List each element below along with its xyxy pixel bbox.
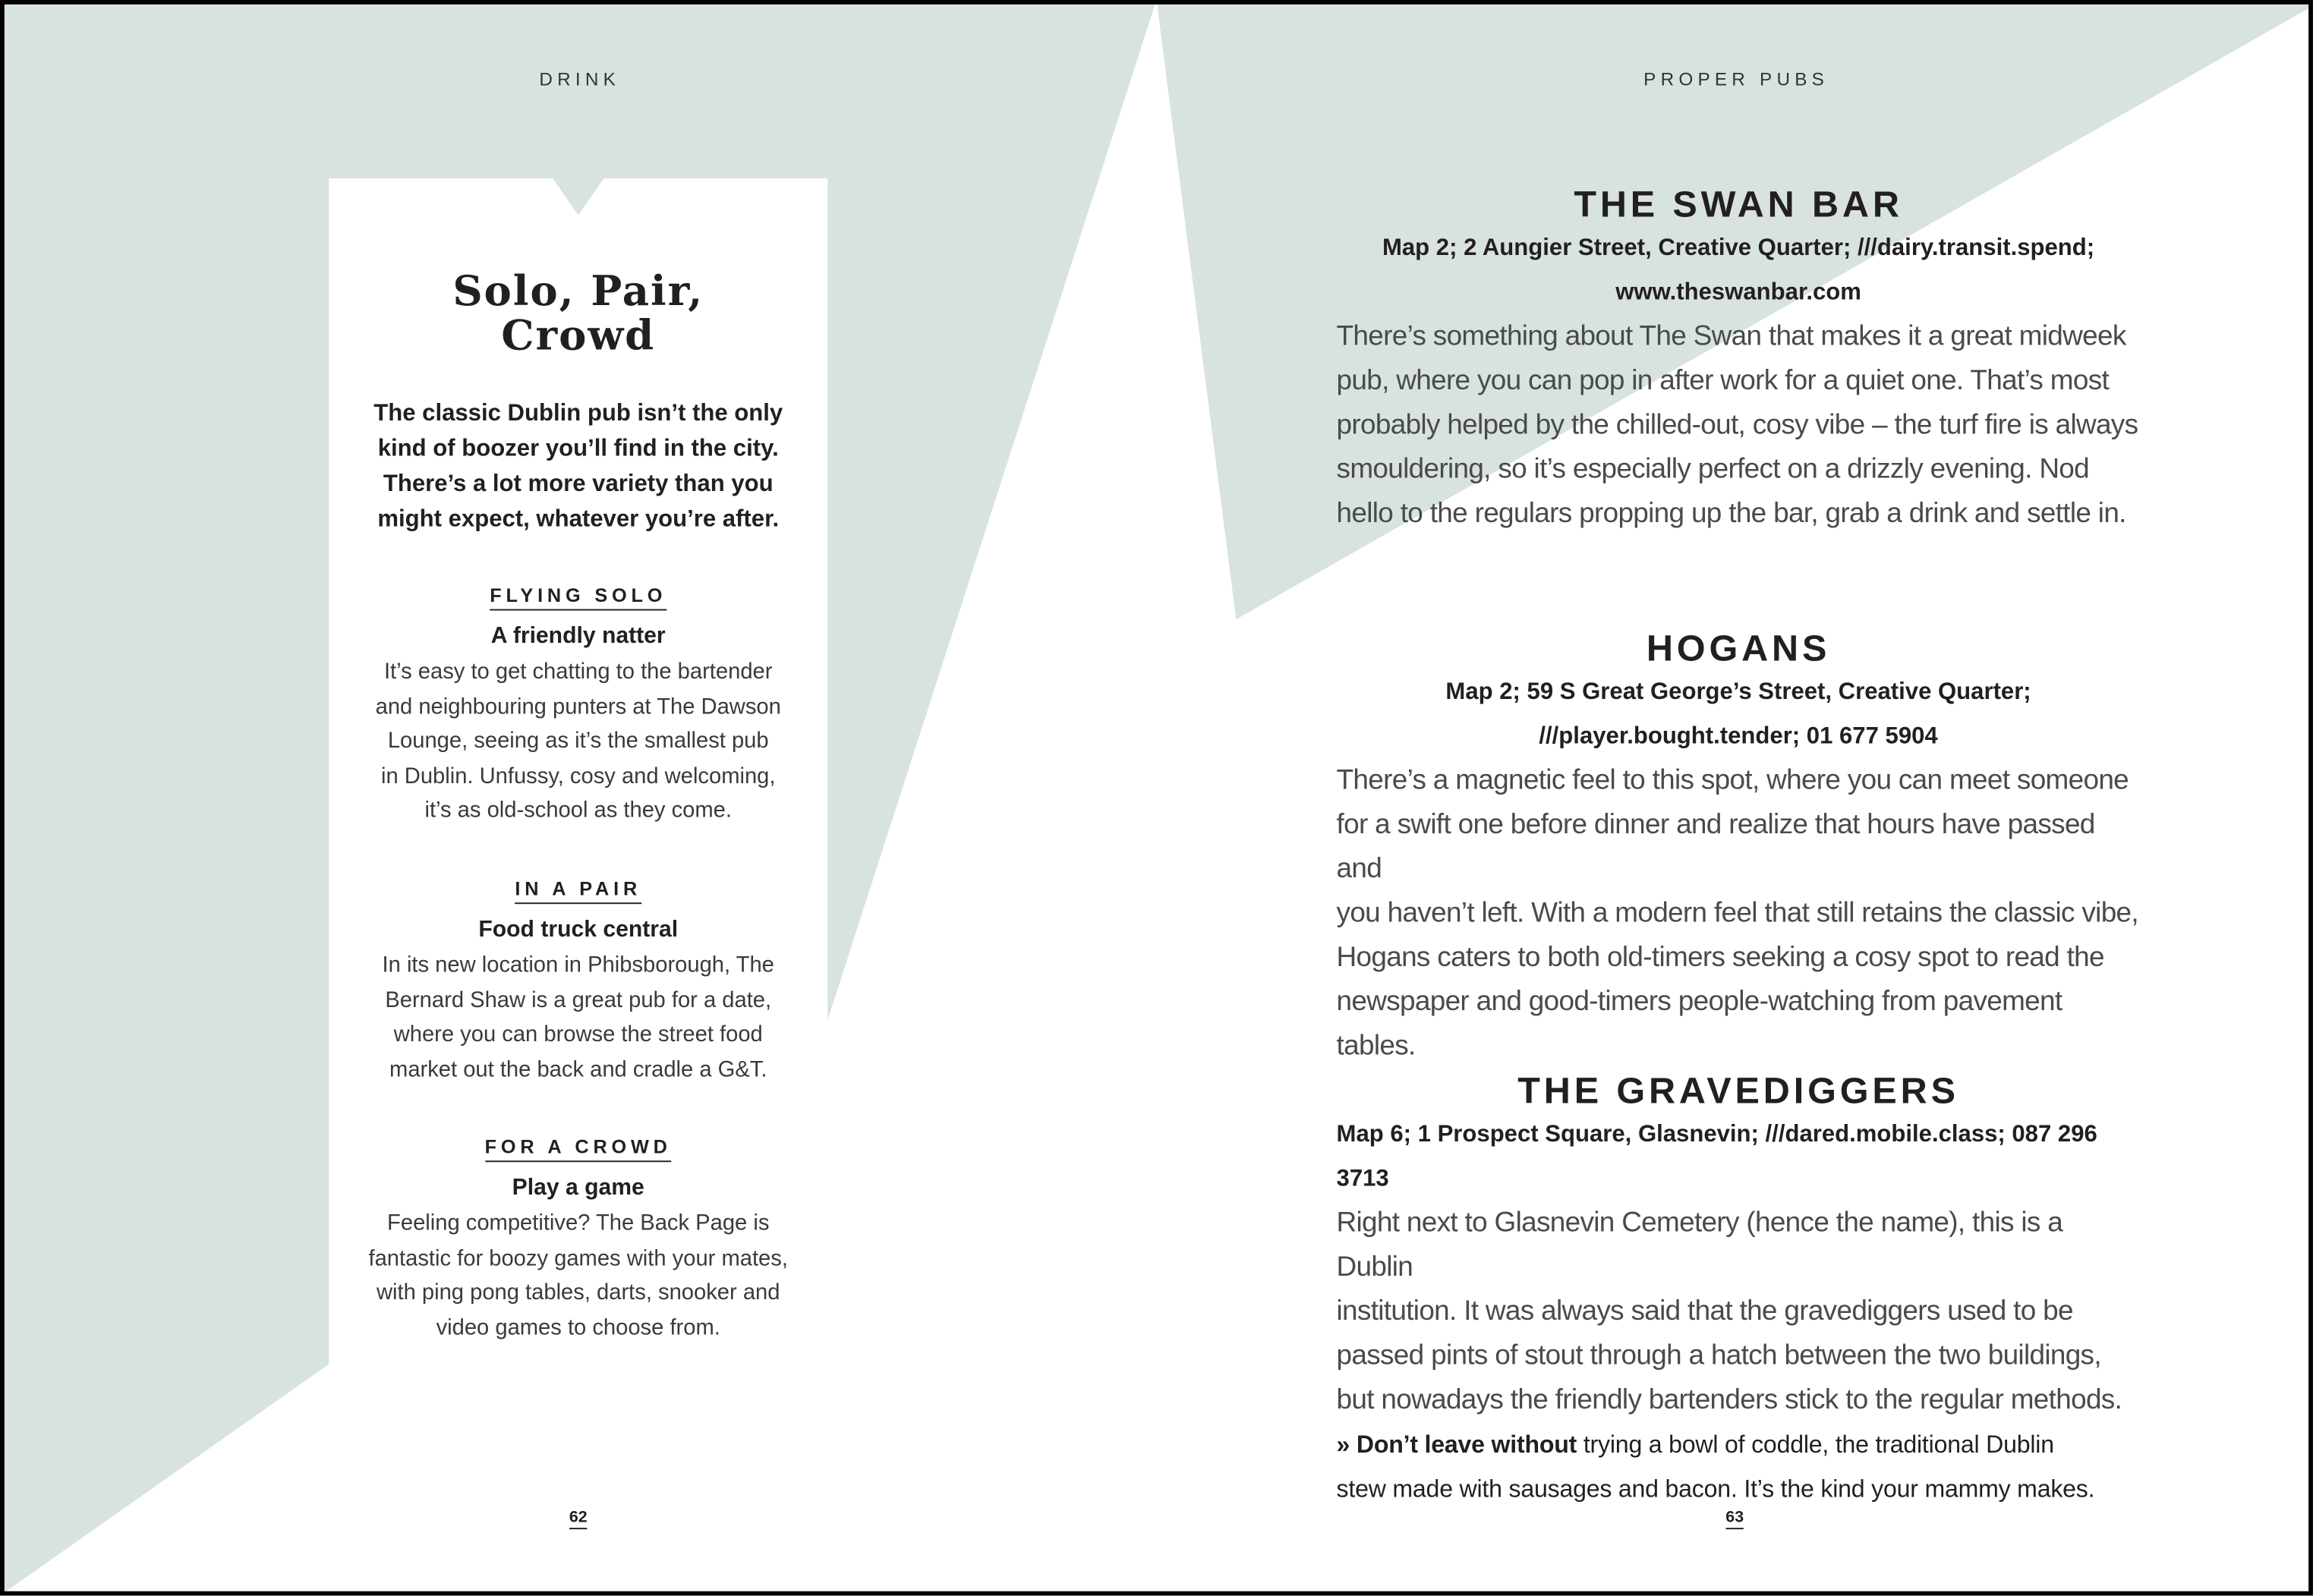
section-body [358, 1207, 798, 1346]
pub-entry-the-gravediggers [1337, 1069, 2141, 1512]
pub-name: THE GRAVEDIGGERS [1517, 1070, 1959, 1113]
pub-address-line: Map 2; 59 S Great George’s Street, Creative Quarter; [1445, 679, 2031, 705]
page-number-text: 62 [569, 1509, 588, 1529]
sidebar-title-line: Crowd [501, 311, 656, 360]
description-line: newspaper and good-timers people-watching from pavement tables. [1336, 987, 2062, 1062]
pub-address-line: Map 6; 1 Prospect Square, Glasnevin; ///dared.mobile.class; 087 296 3713 [1336, 1122, 2097, 1192]
left-running-head: DRINK [539, 69, 621, 90]
section-subheading: Food truck central [478, 917, 679, 943]
description-line: passed pints of stout through a hatch between the two buildings, [1336, 1340, 2101, 1372]
card-notch [552, 177, 605, 216]
section-heading: IN A PAIR [515, 876, 641, 904]
body-line: in Dublin. Unfussy, cosy and welcoming, [380, 763, 776, 789]
pub-entry-the-swan-bar [1337, 183, 2141, 537]
pub-name: THE SWAN BAR [1574, 184, 1903, 226]
body-line: video games to choose from. [436, 1314, 720, 1340]
body-line: fantastic for boozy games with your mates, [368, 1245, 788, 1271]
body-line: Bernard Shaw is a great pub for a date, [385, 987, 772, 1013]
description-line: smouldering, so it’s especially perfect on a drizzly evening. Nod [1336, 454, 2090, 486]
right-page-number [1705, 1509, 1764, 1526]
intro-line: might expect, whatever you’re after. [377, 507, 780, 533]
tip-lead: Don’t leave without [1356, 1431, 1577, 1459]
body-line: market out the back and cradle a G&T. [389, 1056, 767, 1082]
section-in-a-pair [358, 876, 798, 1088]
section-body [358, 655, 798, 829]
description-line: but nowadays the friendly bartenders stick to the regular methods. [1336, 1384, 2122, 1416]
body-line: In its new location in Phibsborough, The [382, 952, 774, 978]
pub-description [1337, 760, 2141, 1069]
section-body [358, 948, 798, 1087]
body-line: and neighbouring punters at The Dawson [375, 694, 781, 719]
pub-address-line: www.theswanbar.com [1615, 280, 1861, 306]
section-for-a-crowd [358, 1134, 798, 1346]
description-line: probably helped by the chilled-out, cosy vibe – the turf fire is always [1336, 410, 2138, 442]
description-line: institution. It was always said that the gravediggers used to be [1336, 1296, 2073, 1327]
section-heading: FOR A CROWD [485, 1134, 672, 1162]
description-line: There’s something about The Swan that makes it a great midweek [1336, 321, 2126, 353]
section-flying-solo [358, 583, 798, 829]
section-heading: FLYING SOLO [490, 583, 666, 611]
section-subheading: A friendly natter [490, 623, 666, 650]
body-line: Feeling competitive? The Back Page is [387, 1210, 770, 1236]
pub-name: HOGANS [1646, 628, 1831, 670]
left-page-number [549, 1509, 608, 1526]
tip-marker-icon: » [1336, 1431, 1350, 1459]
pub-entry-hogans [1337, 627, 2141, 1069]
description-line: for a swift one before dinner and realize that hours have passed and [1336, 809, 2095, 885]
intro-line: The classic Dublin pub isn’t the only [373, 401, 783, 427]
description-line: you haven’t left. With a modern feel that still retains the classic vibe, [1336, 898, 2139, 930]
description-line: Hogans caters to both old-timers seeking a cosy spot to read the [1336, 942, 2104, 974]
intro-line: There’s a lot more variety than you [383, 471, 774, 497]
pub-description [1337, 1202, 2141, 1423]
description-line: Right next to Glasnevin Cemetery (hence the name), this is a Dublin [1336, 1207, 2063, 1283]
pub-description [1337, 316, 2141, 537]
sidebar-intro [366, 397, 791, 539]
pub-address-line: Map 2; 2 Aungier Street, Creative Quarter; ///dairy.transit.spend; [1382, 235, 2095, 261]
intro-line: kind of boozer you’ll find in the city. [377, 436, 779, 462]
description-line: pub, where you can pop in after work for a quiet one. That’s most [1336, 365, 2110, 397]
sidebar-title-line: Solo, Pair, [452, 266, 704, 316]
sidebar-card [329, 178, 827, 1402]
body-line: with ping pong tables, darts, snooker and [376, 1280, 780, 1306]
description-line: hello to the regulars propping up the bar, grab a drink and settle in. [1336, 498, 2126, 530]
tip-text: trying a bowl of coddle, the traditional Dublin [1583, 1431, 2054, 1459]
section-subheading: Play a game [512, 1175, 644, 1201]
description-line: There’s a magnetic feel to this spot, where you can meet someone [1336, 765, 2129, 797]
body-line: Lounge, seeing as it’s the smallest pub [387, 729, 769, 754]
tip-line: stew made with sausages and bacon. It’s the kind your mammy makes. [1336, 1476, 2095, 1503]
body-line: it’s as old-school as they come. [424, 798, 732, 824]
tip-line [1337, 1423, 2141, 1467]
page-number-text: 63 [1725, 1509, 1744, 1529]
right-running-head: PROPER PUBS [1643, 69, 1829, 90]
body-line: where you can browse the street food [393, 1022, 763, 1048]
body-line: It’s easy to get chatting to the bartender [383, 659, 773, 685]
dont-leave-without-tip [1337, 1423, 2141, 1512]
pub-address-line: ///player.bought.tender; 01 677 5904 [1539, 724, 1938, 750]
sidebar-title [329, 266, 827, 360]
